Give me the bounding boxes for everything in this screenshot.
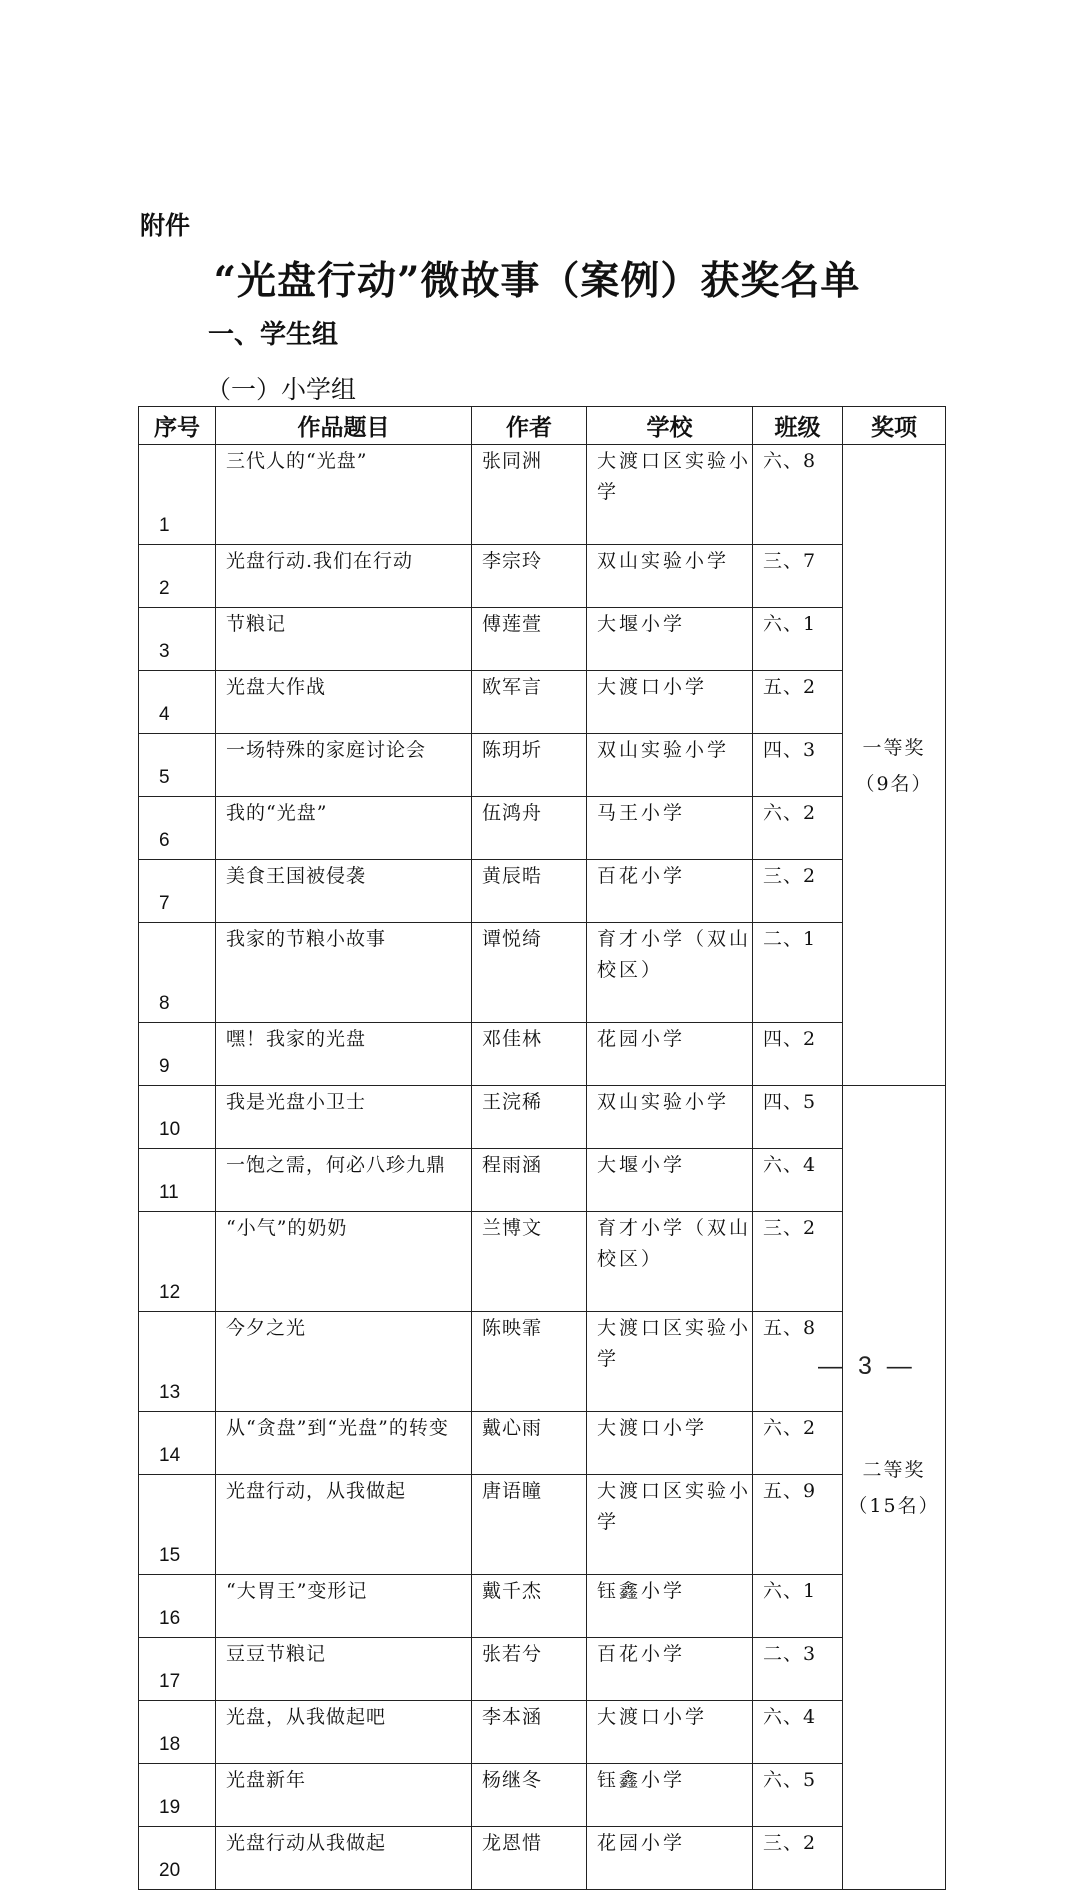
cell-title: 从“贪盘”到“光盘”的转变 bbox=[216, 1412, 472, 1475]
cell-grade: 四、2 bbox=[753, 1023, 843, 1086]
header-seq: 序号 bbox=[139, 407, 216, 445]
cell-grade: 四、5 bbox=[753, 1086, 843, 1149]
awards-table bbox=[138, 406, 946, 1890]
table-row bbox=[139, 1086, 946, 1149]
cell-title: 光盘新年 bbox=[216, 1764, 472, 1827]
cell-title: 我家的节粮小故事 bbox=[216, 923, 472, 1023]
cell-author: 陈玥圻 bbox=[472, 734, 587, 797]
cell-seq: 18 bbox=[139, 1701, 216, 1764]
table-row bbox=[139, 671, 946, 734]
cell-grade: 六、5 bbox=[753, 1764, 843, 1827]
cell-title: 美食王国被侵袭 bbox=[216, 860, 472, 923]
cell-school: 育才小学（双山校区） bbox=[587, 1212, 753, 1312]
table-row bbox=[139, 860, 946, 923]
header-grade: 班级 bbox=[753, 407, 843, 445]
table-row bbox=[139, 797, 946, 860]
cell-grade: 五、2 bbox=[753, 671, 843, 734]
award-name: 一等奖 bbox=[862, 736, 926, 759]
cell-grade: 三、2 bbox=[753, 860, 843, 923]
cell-author: 傅莲萱 bbox=[472, 608, 587, 671]
table-row bbox=[139, 1149, 946, 1212]
cell-school: 大渡口区实验小学 bbox=[587, 1475, 753, 1575]
cell-school: 马王小学 bbox=[587, 797, 753, 860]
table-row bbox=[139, 608, 946, 671]
cell-title: 光盘大作战 bbox=[216, 671, 472, 734]
cell-title: 一场特殊的家庭讨论会 bbox=[216, 734, 472, 797]
table-header-row bbox=[139, 407, 946, 445]
header-author: 作者 bbox=[472, 407, 587, 445]
table-row bbox=[139, 1764, 946, 1827]
cell-school: 育才小学（双山校区） bbox=[587, 923, 753, 1023]
cell-title: 一饱之需，何必八珍九鼎 bbox=[216, 1149, 472, 1212]
cell-author: 张若兮 bbox=[472, 1638, 587, 1701]
cell-author: 戴千杰 bbox=[472, 1575, 587, 1638]
cell-title: 嘿！我家的光盘 bbox=[216, 1023, 472, 1086]
table-row bbox=[139, 545, 946, 608]
cell-author: 李宗玲 bbox=[472, 545, 587, 608]
table-row bbox=[139, 1827, 946, 1890]
cell-author: 唐语瞳 bbox=[472, 1475, 587, 1575]
cell-grade: 二、1 bbox=[753, 923, 843, 1023]
table-row bbox=[139, 734, 946, 797]
table-row bbox=[139, 923, 946, 1023]
cell-seq: 14 bbox=[139, 1412, 216, 1475]
cell-author: 谭悦绮 bbox=[472, 923, 587, 1023]
cell-seq: 6 bbox=[139, 797, 216, 860]
cell-grade: 五、9 bbox=[753, 1475, 843, 1575]
cell-grade: 五、8 bbox=[753, 1312, 843, 1412]
cell-author: 程雨涵 bbox=[472, 1149, 587, 1212]
subsection-heading: （一）小学组 bbox=[206, 375, 357, 404]
cell-title: “小气”的奶奶 bbox=[216, 1212, 472, 1312]
cell-seq: 10 bbox=[139, 1086, 216, 1149]
cell-author: 龙恩惜 bbox=[472, 1827, 587, 1890]
table-row bbox=[139, 445, 946, 545]
cell-author: 李本涵 bbox=[472, 1701, 587, 1764]
cell-grade: 六、8 bbox=[753, 445, 843, 545]
header-school: 学校 bbox=[587, 407, 753, 445]
cell-school: 大渡口小学 bbox=[587, 1701, 753, 1764]
cell-school: 大堰小学 bbox=[587, 608, 753, 671]
cell-grade: 六、1 bbox=[753, 608, 843, 671]
cell-author: 王浣稀 bbox=[472, 1086, 587, 1149]
cell-title: “大胃王”变形记 bbox=[216, 1575, 472, 1638]
cell-title: 光盘行动从我做起 bbox=[216, 1827, 472, 1890]
cell-title: 今夕之光 bbox=[216, 1312, 472, 1412]
cell-seq: 20 bbox=[139, 1827, 216, 1890]
cell-title: 豆豆节粮记 bbox=[216, 1638, 472, 1701]
cell-grade: 四、3 bbox=[753, 734, 843, 797]
table-row bbox=[139, 1575, 946, 1638]
cell-seq: 17 bbox=[139, 1638, 216, 1701]
award-name: 二等奖 bbox=[862, 1459, 926, 1481]
cell-seq: 1 bbox=[139, 445, 216, 545]
cell-school: 双山实验小学 bbox=[587, 545, 753, 608]
cell-school: 双山实验小学 bbox=[587, 1086, 753, 1149]
cell-title: 光盘行动.我们在行动 bbox=[216, 545, 472, 608]
table-row bbox=[139, 1475, 946, 1575]
cell-author: 陈映霏 bbox=[472, 1312, 587, 1412]
cell-grade: 三、2 bbox=[753, 1827, 843, 1890]
cell-seq: 9 bbox=[139, 1023, 216, 1086]
cell-title: 我的“光盘” bbox=[216, 797, 472, 860]
cell-seq: 3 bbox=[139, 608, 216, 671]
table-row bbox=[139, 1412, 946, 1475]
cell-grade: 六、2 bbox=[753, 1412, 843, 1475]
cell-author: 伍鸿舟 bbox=[472, 797, 587, 860]
cell-author: 欧军言 bbox=[472, 671, 587, 734]
table-row bbox=[139, 1701, 946, 1764]
cell-school: 百花小学 bbox=[587, 1638, 753, 1701]
award-count: （15名） bbox=[848, 1495, 940, 1517]
cell-seq: 19 bbox=[139, 1764, 216, 1827]
cell-author: 戴心雨 bbox=[472, 1412, 587, 1475]
attachment-label: 附件 bbox=[140, 211, 191, 240]
page-number: — 3 — bbox=[818, 1352, 916, 1380]
cell-grade: 三、2 bbox=[753, 1212, 843, 1312]
cell-school: 大渡口小学 bbox=[587, 671, 753, 734]
cell-author: 兰博文 bbox=[472, 1212, 587, 1312]
cell-school: 钰鑫小学 bbox=[587, 1764, 753, 1827]
table-row bbox=[139, 1212, 946, 1312]
table-row bbox=[139, 1638, 946, 1701]
cell-seq: 12 bbox=[139, 1212, 216, 1312]
cell-title: 我是光盘小卫士 bbox=[216, 1086, 472, 1149]
cell-school: 大堰小学 bbox=[587, 1149, 753, 1212]
cell-grade: 六、4 bbox=[753, 1149, 843, 1212]
cell-seq: 11 bbox=[139, 1149, 216, 1212]
cell-seq: 5 bbox=[139, 734, 216, 797]
cell-author: 黄辰晧 bbox=[472, 860, 587, 923]
cell-seq: 2 bbox=[139, 545, 216, 608]
cell-seq: 13 bbox=[139, 1312, 216, 1412]
cell-title: 光盘，从我做起吧 bbox=[216, 1701, 472, 1764]
cell-school: 花园小学 bbox=[587, 1827, 753, 1890]
header-title: 作品题目 bbox=[216, 407, 472, 445]
cell-title: 节粮记 bbox=[216, 608, 472, 671]
cell-school: 花园小学 bbox=[587, 1023, 753, 1086]
section-heading: 一、学生组 bbox=[208, 320, 339, 350]
cell-school: 大渡口小学 bbox=[587, 1412, 753, 1475]
cell-seq: 4 bbox=[139, 671, 216, 734]
cell-author: 张同洲 bbox=[472, 445, 587, 545]
cell-grade: 六、2 bbox=[753, 797, 843, 860]
cell-author: 杨继冬 bbox=[472, 1764, 587, 1827]
cell-title: 三代人的“光盘” bbox=[216, 445, 472, 545]
cell-school: 大渡口区实验小学 bbox=[587, 1312, 753, 1412]
cell-grade: 三、7 bbox=[753, 545, 843, 608]
cell-school: 双山实验小学 bbox=[587, 734, 753, 797]
cell-title: 光盘行动，从我做起 bbox=[216, 1475, 472, 1575]
header-award: 奖项 bbox=[843, 407, 946, 445]
cell-seq: 15 bbox=[139, 1475, 216, 1575]
page-title: “光盘行动”微故事（案例）获奖名单 bbox=[213, 258, 861, 304]
award-first-prize bbox=[843, 445, 946, 1086]
cell-school: 大渡口区实验小学 bbox=[587, 445, 753, 545]
cell-seq: 8 bbox=[139, 923, 216, 1023]
cell-school: 钰鑫小学 bbox=[587, 1575, 753, 1638]
cell-grade: 二、3 bbox=[753, 1638, 843, 1701]
cell-seq: 16 bbox=[139, 1575, 216, 1638]
table-row bbox=[139, 1023, 946, 1086]
cell-grade: 六、4 bbox=[753, 1701, 843, 1764]
cell-seq: 7 bbox=[139, 860, 216, 923]
cell-school: 百花小学 bbox=[587, 860, 753, 923]
award-count: （9名） bbox=[855, 772, 933, 795]
cell-grade: 六、1 bbox=[753, 1575, 843, 1638]
award-second-prize bbox=[843, 1086, 946, 1890]
cell-author: 邓佳林 bbox=[472, 1023, 587, 1086]
